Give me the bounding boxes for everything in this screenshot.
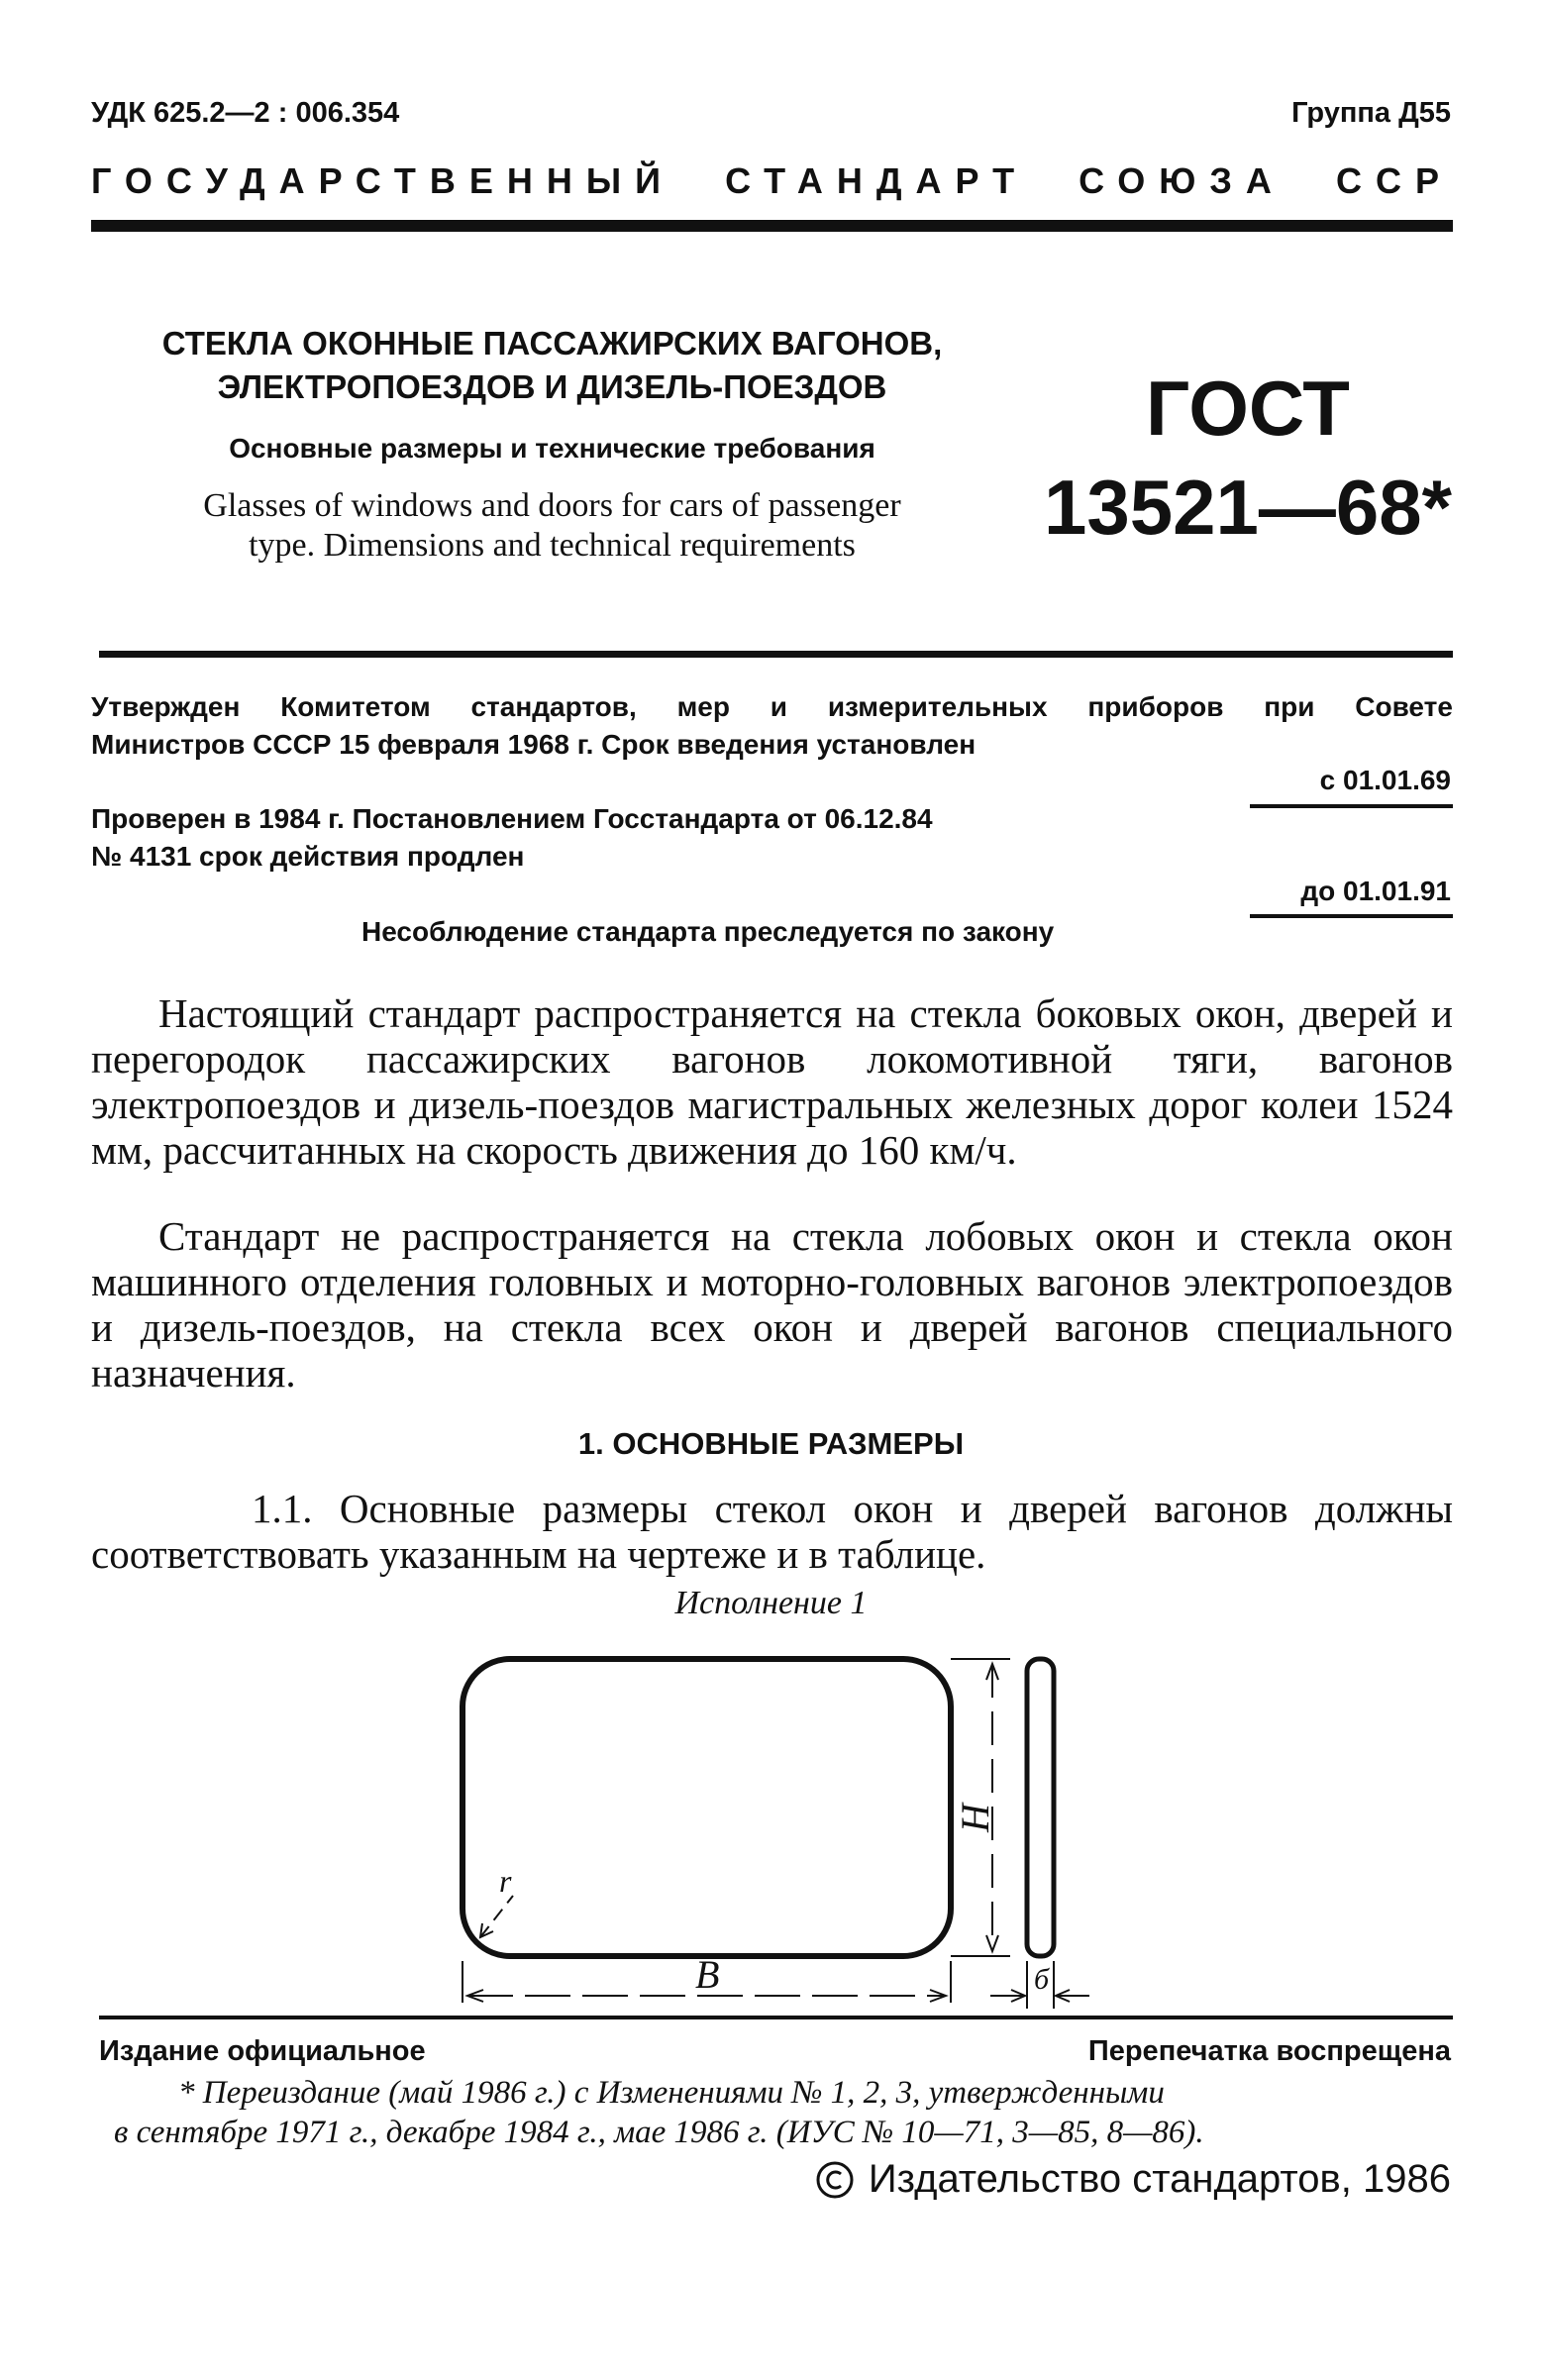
banner-word: ССР [1335,160,1453,201]
approval-word: мер [676,691,730,722]
copyright-icon [815,2160,855,2200]
extension-date-rule [1250,914,1453,918]
introduction-date-rule [1250,804,1453,808]
title-line-2: ЭЛЕКТРОПОЕЗДОВ И ДИЗЕЛЬ-ПОЕЗДОВ [217,368,887,405]
english-title-line-2: type. Dimensions and technical requirements [249,527,856,564]
english-title-line-1: Glasses of windows and doors for cars of passenger [203,487,901,524]
review-line-2: № 4131 срок действия продлен [91,841,525,872]
approval-word: приборов [1087,691,1224,722]
glass-front-view [463,1659,951,1956]
approval-word: Комитетом [280,691,431,722]
radius-leader [480,1896,513,1937]
paragraph-exclusions: Стандарт не распространяется на стекла лобовых окон и стекла окон машинного отделения головных и моторно-головных вагонов электропоездов и дизель-поездов, на стекла всех окон и дверей вагонов специального назначения. [91,1213,1453,1396]
banner-word: СТАНДАРТ [725,160,1029,201]
approval-line-1 [91,688,1453,726]
label-b: B [695,1952,720,1997]
paragraph-1-1: 1.1. Основные размеры стекол окон и дверей вагонов должны соответствовать указанным на чертеже и в таблице. [91,1486,1453,1577]
law-notice: Несоблюдение стандарта преследуется по закону [361,916,1055,947]
arrow-h-bottom [986,1935,998,1951]
figure-caption: Исполнение 1 [674,1585,868,1621]
label-h: H [953,1804,997,1832]
banner-word: ГОСУДАРСТВЕННЫЙ [91,160,675,201]
copyright-text: Издательство стандартов, 1986 [868,2157,1451,2201]
footer-rule [99,2016,1453,2019]
approval-word: Утвержден [91,691,241,722]
gost-number: 13521—68* [1043,464,1452,551]
middle-rule [99,651,1453,658]
approval-word: стандартов, [470,691,637,722]
top-thick-rule [91,220,1453,232]
glass-dimension-drawing [436,1634,1149,2011]
title-line-1: СТЕКЛА ОКОННЫЕ ПАССАЖИРСКИХ ВАГОНОВ, [161,325,943,362]
subtitle: Основные размеры и технические требования [229,433,875,464]
extension-date: до 01.01.91 [1300,876,1451,906]
footnote-line-1: * Переиздание (май 1986 г.) с Изменениями № 1, 2, 3, утвержденными [178,2075,1165,2111]
banner-word: СОЮЗА [1079,160,1285,201]
section-heading: 1. ОСНОВНЫЕ РАЗМЕРЫ [577,1426,965,1461]
approval-word: и [770,691,788,722]
glass-side-view [1027,1659,1054,1956]
approval-statement [91,688,1453,764]
state-standard-banner [91,160,1453,202]
approval-line-2: Министров СССР 15 февраля 1968 г. Срок введения установлен [91,729,977,760]
approval-word: Совете [1355,691,1453,722]
reprint-prohibited: Перепечатка воспрещена [1087,2035,1451,2067]
official-edition: Издание официальное [99,2035,426,2067]
label-side-b: б [1034,1963,1050,1996]
review-statement [91,800,1181,876]
footnote-line-2: в сентябре 1971 г., декабре 1984 г., мае 1986 г. (ИУС № 10—71, 3—85, 8—86). [114,2115,1204,2150]
english-title [104,486,1000,566]
introduction-date: с 01.01.69 [1319,765,1451,795]
copyright [815,2157,1451,2202]
title-block [104,322,1000,566]
gost-number-block [1030,359,1466,557]
label-r: r [499,1863,512,1899]
approval-word: измерительных [827,691,1048,722]
approval-word: при [1264,691,1315,722]
udk-code: УДК 625.2—2 : 006.354 [91,97,400,129]
group-code: Группа Д55 [1291,97,1451,129]
paragraph-scope: Настоящий стандарт распространяется на стекла боковых окон, дверей и перегородок пассажирских вагонов локомотивной тяги, вагонов электропоездов и дизель-поездов магистральных железных дорог колеи 1524 мм, рассчитанных на скорость движения до 160 км/ч. [91,990,1453,1173]
review-line-1: Проверен в 1984 г. Постановлением Госстандарта от 06.12.84 [91,803,933,834]
gost-label: ГОСТ [1146,364,1350,452]
